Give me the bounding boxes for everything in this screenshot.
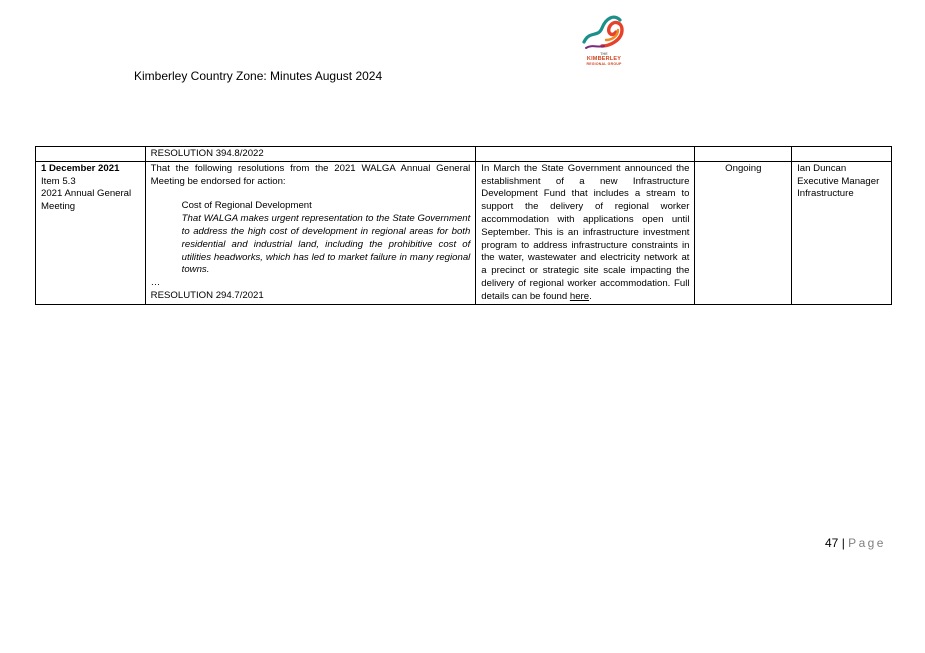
resolution-number: RESOLUTION 394.8/2022 (150, 148, 264, 159)
page-separator: | (841, 536, 845, 550)
update-end: . (589, 290, 592, 302)
ellipsis: … (150, 277, 161, 289)
table-row (36, 161, 892, 304)
resolution-intro: That the following resolutions from the 2021 WALGA Annual General Meeting be endorsed for action: (150, 162, 471, 187)
logo-line2: REGIONAL GROUP (586, 62, 622, 66)
page-number (825, 536, 886, 550)
resolution-number: RESOLUTION 294.7/2021 (150, 289, 264, 301)
status-cell (695, 161, 792, 304)
resolution-motion: That WALGA makes urgent representation to the State Government to address the high cost of development in regional areas for both residential and industrial land, including the prohibitive cost of utilities headworks, which has led to market failure in many regional towns. (181, 213, 471, 276)
status-cell (695, 147, 792, 162)
page-title: Kimberley Country Zone: Minutes August 2024 (134, 69, 383, 83)
logo-line1: KIMBERLEY (586, 56, 622, 62)
logo-text (578, 52, 630, 66)
minutes-table (35, 146, 892, 305)
status-text: Ongoing (725, 162, 762, 174)
page-word: Page (848, 536, 886, 550)
date-cell (36, 161, 146, 304)
table-row (36, 147, 892, 162)
item-number: Item 5.3 (41, 175, 76, 187)
meeting-name: 2021 Annual General Meeting (41, 188, 132, 213)
kimberley-logo (578, 12, 630, 68)
update-text: In March the State Government announced the establishment of a new Infrastructure Development Fund that includes a stream to support the delivery of regional worker accommodation with applications open until September. This is an infrastructure investment program to address infrastructure constraints in the water, wastewater and electricity network at a precinct or strategic site scale impacting the delivery of regional worker accommodation. Full details can be found (481, 162, 690, 302)
logo-small-text: THE (600, 52, 608, 56)
resolution-subheading: Cost of Regional Development (181, 200, 312, 212)
resolution-cell (145, 161, 476, 304)
page-number-value: 47 (825, 536, 839, 550)
officer-cell (792, 161, 892, 304)
resolution-cell (145, 147, 476, 162)
date-cell (36, 147, 146, 162)
update-cell (476, 147, 695, 162)
officer-cell (792, 147, 892, 162)
logo-mark-icon (580, 12, 628, 52)
update-cell (476, 161, 695, 304)
meeting-date: 1 December 2021 (41, 162, 120, 174)
details-link[interactable]: here (569, 290, 590, 302)
officer-title: Executive Manager Infrastructure (797, 175, 880, 200)
officer-name: Ian Duncan (797, 162, 847, 174)
